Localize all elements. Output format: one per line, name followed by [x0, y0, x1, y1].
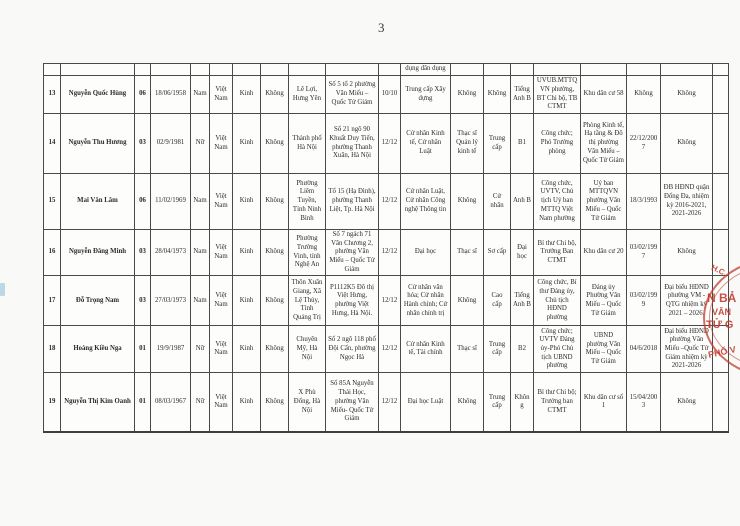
stamp-text-fragment: H.C.: [709, 262, 729, 279]
cell-postgraduate: Thạc sĩ: [451, 326, 484, 373]
cell-party-date: 22/12/2007: [627, 114, 661, 174]
cell-gender: Nữ: [191, 114, 210, 174]
cell-stt: 19: [44, 373, 61, 432]
roster-table: [43, 63, 732, 433]
cell-name: Đỗ Trọng Nam: [61, 276, 135, 326]
cell-hometown: Chuyên Mỹ, Hà Nội: [289, 326, 326, 373]
table-row: [44, 114, 729, 174]
cell-council: Đại biểu HĐND phường Văn Miếu –Quốc Tử Giám nhiệm kỳ 2021-2026: [661, 326, 713, 373]
cell-name: [61, 64, 135, 76]
cell-dob: 02/9/1981: [151, 114, 191, 174]
cell-name: Nguyễn Thị Kim Oanh: [61, 373, 135, 432]
cell-religion: Không: [261, 114, 289, 174]
cell-address: P1112K5 Đô thị Việt Hưng, phường Việt Hưng, Hà Nội.: [326, 276, 379, 326]
cell-foreign-language: [511, 64, 534, 76]
cell-religion: Không: [261, 326, 289, 373]
cell-council: ĐB HĐND quận Đống Đa, nhiệm kỳ 2016-2021, 2021-2026: [661, 174, 713, 230]
cell-education: 12/12: [379, 114, 401, 174]
cell-address: Tổ 15 (Hạ Đình), phường Thanh Liệt, Tp. Hà Nội: [326, 174, 379, 230]
table-row: [44, 230, 729, 276]
cell-extra: [713, 373, 729, 432]
cell-code: 01: [135, 373, 151, 432]
cell-nationality: Việt Nam: [210, 174, 233, 230]
cell-hometown: Thành phố Hà Nội: [289, 114, 326, 174]
cell-name: Hoàng Kiều Nga: [61, 326, 135, 373]
cell-stt: 13: [44, 76, 61, 114]
cell-council: Đại biểu HĐND phường VM - QTG nhiệm kỳ 2021 – 2026.: [661, 276, 713, 326]
cell-address: Số 85A Nguyễn Thái Học, phường Văn Miếu- Quốc Tử Giám: [326, 373, 379, 432]
cell-ethnicity: Kinh: [233, 174, 261, 230]
cell-foreign-language: Tiếng Anh B: [511, 76, 534, 114]
cell-council: Không: [661, 230, 713, 276]
cell-workplace: UBND phường Văn Miếu – Quốc Tử Giám: [581, 326, 627, 373]
cell-hometown: [289, 64, 326, 76]
cell-qualification: Cử nhân Kinh tế, Cử nhân Luật: [401, 114, 451, 174]
cell-religion: Không: [261, 174, 289, 230]
cell-council: Không: [661, 373, 713, 432]
cell-gender: Nam: [191, 276, 210, 326]
cell-code: 06: [135, 174, 151, 230]
cell-hometown: Thôn Xuân Giang, Xã Lệ Thủy, Tỉnh Quảng Trị: [289, 276, 326, 326]
cell-religion: Không: [261, 230, 289, 276]
cell-name: Nguyễn Đăng Minh: [61, 230, 135, 276]
cell-address: Số 2 ngõ 118 phố Đội Cấn, phường Ngọc Hà: [326, 326, 379, 373]
cell-gender: Nữ: [191, 326, 210, 373]
cell-ethnicity: Kinh: [233, 373, 261, 432]
cell-extra: [713, 76, 729, 114]
cell-position: Công chức; Phó Trưởng phòng: [534, 114, 581, 174]
cell-education: [379, 64, 401, 76]
cell-education: 10/10: [379, 76, 401, 114]
cell-nationality: Việt Nam: [210, 230, 233, 276]
cell-extra: [713, 114, 729, 174]
cell-gender: Nam: [191, 174, 210, 230]
cell-qualification: Đại học: [401, 230, 451, 276]
stamp-text-fragment: TỬ G: [706, 319, 734, 331]
cell-name: Mai Văn Lâm: [61, 174, 135, 230]
cell-postgraduate: Thạc sĩ Quản lý kinh tế: [451, 114, 484, 174]
cell-position: [534, 64, 581, 76]
table-row: [44, 76, 729, 114]
cell-gender: Nữ: [191, 373, 210, 432]
cell-address: Số 7 ngách 71 Văn Chương 2, phường Văn Miếu – Quốc Tử Giám: [326, 230, 379, 276]
cell-dob: 27/03/1973: [151, 276, 191, 326]
cell-religion: Không: [261, 76, 289, 114]
cell-political-theory: Không: [484, 76, 511, 114]
stamp-text-fragment: N BẢ: [707, 291, 737, 305]
cell-workplace: Khu dân cư số 1: [581, 373, 627, 432]
page-number: 3: [378, 20, 385, 35]
cell-workplace: Đảng ủy Phường Văn Miếu – Quốc Tử Giám: [581, 276, 627, 326]
cell-postgraduate: Không: [451, 174, 484, 230]
cell-council: Không: [661, 114, 713, 174]
cell-postgraduate: [451, 64, 484, 76]
cell-education: 12/12: [379, 230, 401, 276]
official-stamp: [700, 255, 740, 380]
cell-nationality: [210, 64, 233, 76]
cell-stt: 17: [44, 276, 61, 326]
cell-position: Công chức, Bí thư Đảng ủy, Chủ tịch HĐND phường: [534, 276, 581, 326]
table-row: [44, 373, 729, 432]
cell-gender: Nam: [191, 76, 210, 114]
cell-nationality: Việt Nam: [210, 276, 233, 326]
cell-code: [135, 64, 151, 76]
cell-workplace: Phòng Kinh tế, Hạ tầng & Đô thị phường Văn Miếu – Quốc Tử Giám: [581, 114, 627, 174]
cell-political-theory: Trung cấp: [484, 326, 511, 373]
cell-foreign-language: Tiếng Anh B: [511, 276, 534, 326]
cell-code: 03: [135, 276, 151, 326]
cell-stt: 16: [44, 230, 61, 276]
cell-party-date: 03/02/1999: [627, 276, 661, 326]
cell-political-theory: Trung cấp: [484, 114, 511, 174]
cell-code: 03: [135, 230, 151, 276]
cell-stt: 14: [44, 114, 61, 174]
cell-workplace: Khu dân cư 58: [581, 76, 627, 114]
cell-stt: 18: [44, 326, 61, 373]
cell-ethnicity: Kinh: [233, 76, 261, 114]
cell-foreign-language: B1: [511, 114, 534, 174]
cell-code: 03: [135, 114, 151, 174]
cell-position: Bí thư Chi bộ; Trưởng ban CTMT: [534, 373, 581, 432]
cell-ethnicity: Kinh: [233, 326, 261, 373]
cell-qualification: Trung cấp Xây dựng: [401, 76, 451, 114]
cell-political-theory: Trung cấp: [484, 373, 511, 432]
stamp-text-fragment: PHỐ V: [707, 344, 737, 360]
cell-nationality: Việt Nam: [210, 114, 233, 174]
cell-qualification: Đại học Luật: [401, 373, 451, 432]
table-row: [44, 174, 729, 230]
cell-party-date: Không: [627, 76, 661, 114]
cell-gender: Nam: [191, 230, 210, 276]
cell-party-date: 18/3/1993: [627, 174, 661, 230]
roster-table-body: [44, 64, 732, 432]
cell-council: Không: [661, 76, 713, 114]
cell-workplace: [581, 64, 627, 76]
cell-name: Nguyễn Quốc Hùng: [61, 76, 135, 114]
cell-workplace: Khu dân cư 20: [581, 230, 627, 276]
carryover-row: [44, 64, 729, 76]
scan-artifact-mark: [0, 283, 5, 296]
cell-qualification: dụng dân dụng: [401, 64, 451, 76]
cell-party-date: 04/6/2018: [627, 326, 661, 373]
cell-dob: 11/02/1969: [151, 174, 191, 230]
cell-postgraduate: Không: [451, 276, 484, 326]
cell-address: Số 21 ngõ 90 Khuất Duy Tiến, phường Thanh Xuân, Hà Nội: [326, 114, 379, 174]
cell-qualification: Cử nhân Kinh tế, Tài chính: [401, 326, 451, 373]
cell-position: Công chức, UVTV, Chủ tịch Uỷ ban MTTQ Việt Nam phường: [534, 174, 581, 230]
cell-hometown: Phường Trường Vinh, tỉnh Nghệ An: [289, 230, 326, 276]
cell-code: 06: [135, 76, 151, 114]
cell-dob: 28/04/1973: [151, 230, 191, 276]
cell-extra: [713, 174, 729, 230]
cell-dob: [151, 64, 191, 76]
cell-postgraduate: Không: [451, 76, 484, 114]
cell-party-date: 15/04/2003: [627, 373, 661, 432]
cell-party-date: 03/02/1997: [627, 230, 661, 276]
stamp-text-fragment: VĂN: [712, 307, 732, 317]
cell-hometown: Lê Lợi, Hưng Yên: [289, 76, 326, 114]
cell-education: 12/12: [379, 326, 401, 373]
cell-code: 01: [135, 326, 151, 373]
cell-ethnicity: Kinh: [233, 230, 261, 276]
cell-ethnicity: [233, 64, 261, 76]
cell-education: 12/12: [379, 373, 401, 432]
cell-dob: 18/06/1958: [151, 76, 191, 114]
cell-gender: [191, 64, 210, 76]
cell-political-theory: Cử nhân: [484, 174, 511, 230]
cell-address: [326, 64, 379, 76]
cell-stt: [44, 64, 61, 76]
cell-foreign-language: Đại học: [511, 230, 534, 276]
cell-education: 12/12: [379, 174, 401, 230]
cell-education: 12/12: [379, 276, 401, 326]
cell-postgraduate: Thạc sĩ: [451, 230, 484, 276]
cell-position: Công chức; UVTV Đảng ủy-Phó Chủ tịch UBND phường: [534, 326, 581, 373]
cell-political-theory: Sơ cấp: [484, 230, 511, 276]
cell-religion: Không: [261, 373, 289, 432]
cell-nationality: Việt Nam: [210, 326, 233, 373]
table-row: [44, 326, 729, 373]
cell-workplace: Uỷ ban MTTQVN phường Văn Miếu – Quốc Tử Giám: [581, 174, 627, 230]
cell-dob: 19/9/1987: [151, 326, 191, 373]
cell-foreign-language: Không: [511, 373, 534, 432]
cell-hometown: X Phù Đổng, Hà Nội: [289, 373, 326, 432]
cell-position: Bí thư Chi bộ, Trưởng Ban CTMT: [534, 230, 581, 276]
cell-religion: Không: [261, 276, 289, 326]
cell-foreign-language: Anh B: [511, 174, 534, 230]
cell-name: Nguyễn Thu Hương: [61, 114, 135, 174]
cell-qualification: Cử nhân văn hóa; Cử nhân Hành chính; Cử nhân chính trị: [401, 276, 451, 326]
cell-religion: [261, 64, 289, 76]
cell-hometown: Phường Liêm Tuyền, Tỉnh Ninh Bình: [289, 174, 326, 230]
table-row: [44, 276, 729, 326]
cell-extra: [713, 64, 729, 76]
cell-foreign-language: B2: [511, 326, 534, 373]
cell-party-date: [627, 64, 661, 76]
cell-ethnicity: Kinh: [233, 276, 261, 326]
cell-ethnicity: Kinh: [233, 114, 261, 174]
cell-address: Số 5 tổ 2 phường Văn Miếu – Quốc Tử Giám: [326, 76, 379, 114]
cell-political-theory: Cao cấp: [484, 276, 511, 326]
cell-council: [661, 64, 713, 76]
cell-nationality: Việt Nam: [210, 76, 233, 114]
cell-postgraduate: Không: [451, 373, 484, 432]
cell-stt: 15: [44, 174, 61, 230]
cell-position: UVUB.MTTQ VN phường, BT Chi bộ, TB CTMT: [534, 76, 581, 114]
cell-qualification: Cử nhân Luật, Cử nhân Công nghệ Thông tin: [401, 174, 451, 230]
cell-dob: 08/03/1967: [151, 373, 191, 432]
cell-nationality: Việt Nam: [210, 373, 233, 432]
cell-political-theory: [484, 64, 511, 76]
